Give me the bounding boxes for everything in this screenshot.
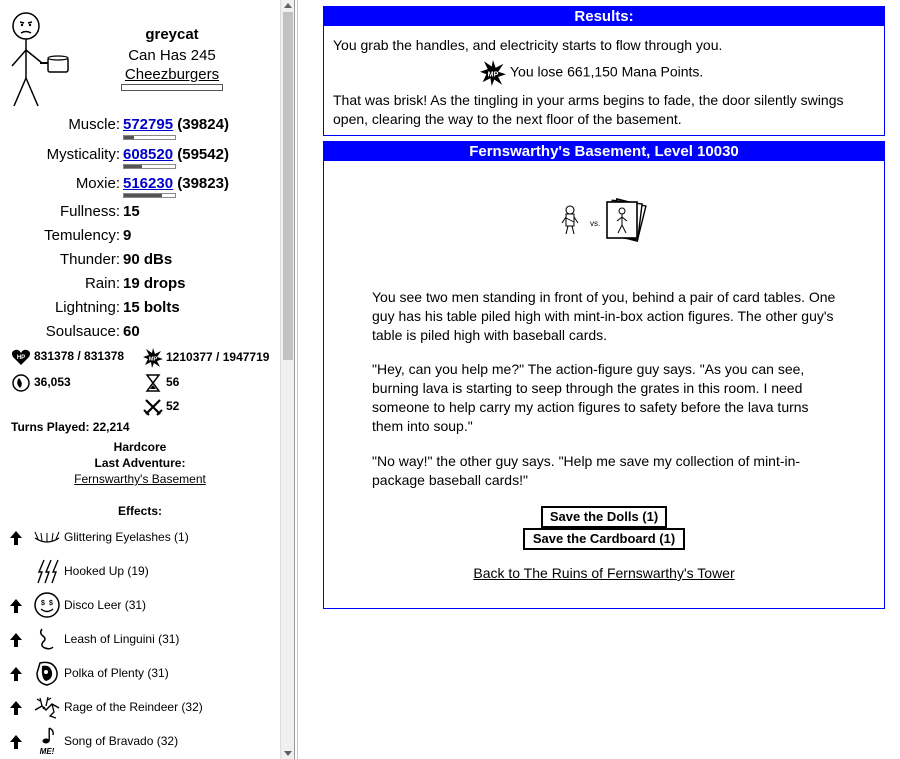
upgrade-arrow-icon[interactable] [10,735,22,749]
disco-leer-icon [32,590,62,620]
stat-value: 15 bolts [123,299,180,316]
meat-display [11,374,71,392]
stat-label: Thunder: [59,251,120,268]
stat-value: 15 [123,203,140,220]
stat-moxie [0,175,280,195]
hp-value: 831378 / 831378 [34,349,125,364]
upgrade-arrow-icon[interactable] [10,701,22,715]
path-label: Hardcore [113,440,167,454]
effect-row [10,590,280,620]
adventures-display [143,374,179,392]
reindeer-icon [32,692,62,722]
upgrade-arrow-icon[interactable] [10,531,22,545]
charpane-scrollbar[interactable] [280,0,294,759]
effect-name[interactable]: Glittering Eyelashes (1) [64,530,189,544]
back-link-text[interactable]: Back to The Ruins of Fernswarthy's Tower [473,565,735,581]
mysticality-buffed-link[interactable]: 608520 [123,146,174,163]
last-adventure-link[interactable] [0,472,280,486]
character-title [100,46,244,84]
stat-muscle [0,116,280,136]
encounter-text-3: "No way!" the other guy says. "Help me save my collection of mint-in-package baseball cards!" [372,453,801,488]
heart-hp-icon [11,348,31,366]
scroll-up-arrow-icon[interactable] [284,3,292,8]
pvp-value: 52 [166,399,180,414]
moxie-progress-bar [123,193,176,198]
character-name[interactable]: greycat [145,26,199,43]
character-pane [0,0,280,759]
stat-lightning [0,299,280,319]
adventure-title: Fernswarthy's Basement, Level 10030 [324,142,884,161]
mp-burst-icon [143,348,163,368]
save-dolls-button[interactable]: Save the Dolls (1) [541,506,667,528]
stat-soulsauce [0,323,280,343]
upgrade-arrow-icon[interactable] [10,599,22,613]
effect-name[interactable]: Leash of Linguini (31) [64,632,180,646]
stat-label: Mysticality: [46,146,120,163]
stat-label: Fullness: [59,203,120,220]
mp-display[interactable] [143,348,269,368]
effect-name[interactable]: Polka of Plenty (31) [64,666,169,680]
effect-row [10,556,280,586]
turns-played: Turns Played: 22,214 [11,420,130,434]
hourglass-icon [143,374,163,392]
mp-loss-text: You lose 661,150 Mana Points. [510,63,704,80]
svg-text:HP: HP [16,355,26,361]
moxie-buffed-link[interactable]: 516230 [123,175,174,192]
stat-label: Rain: [84,275,120,292]
stat-value: 90 dBs [123,251,173,268]
adventure-box [323,141,885,609]
stat-value [123,116,229,133]
stat-mysticality [0,146,280,166]
lightning-icon [32,556,62,586]
stat-value [123,146,229,163]
stat-temulency [0,227,280,247]
stat-label: Temulency: [44,227,120,244]
pvp-display [143,398,179,416]
meat-icon [11,374,31,392]
svg-text:ME!: ME! [39,747,55,756]
effect-name[interactable]: Song of Bravado (32) [64,734,179,748]
svg-text:$: $ [41,600,45,607]
results-title: Results: [324,7,884,26]
stat-thunder [0,251,280,271]
scrollbar-thumb[interactable] [283,12,293,360]
avatar[interactable] [6,8,78,110]
effect-row [10,658,280,688]
stat-fullness [0,203,280,223]
muscle-buffed-link[interactable]: 572795 [123,116,174,133]
effect-row [10,624,280,654]
stat-value: 9 [123,227,132,244]
title-suffix-link[interactable]: Cheezburgers [124,66,220,83]
title-prefix: Can Has 245 [128,47,216,64]
stat-value: 60 [123,323,140,340]
stat-label: Lightning: [54,299,120,316]
linguini-icon [32,624,62,654]
mysticality-progress-bar [123,164,176,169]
back-to-tower-link[interactable] [324,565,884,581]
music-note-icon [32,726,62,756]
save-cardboard-button[interactable]: Save the Cardboard (1) [523,528,685,550]
stat-rain [0,275,280,295]
muscle-progress-bar [123,135,176,140]
hp-display[interactable] [11,348,124,366]
mp-value: 1210377 / 1947719 [166,350,270,365]
stat-label: Soulsauce: [45,323,120,340]
svg-text:vs.: vs. [590,219,601,228]
mysticality-base: (59542) [177,146,229,163]
effect-name[interactable]: Rage of the Reindeer (32) [64,700,203,714]
upgrade-arrow-icon[interactable] [10,667,22,681]
moxie-base: (39823) [177,175,229,192]
effect-row [10,692,280,722]
svg-text:$: $ [49,600,53,607]
svg-text:MP: MP [487,70,499,79]
scroll-down-arrow-icon[interactable] [284,751,292,756]
polka-icon [32,658,62,688]
results-text-2: That was brisk! As the tingling in your arms begins to fade, the door silently swings open, clearing the way to the next floor of the basement. [333,92,844,127]
upgrade-arrow-icon[interactable] [10,633,22,647]
effects-title: Effects: [117,504,162,518]
stat-value [123,175,229,192]
stat-label: Muscle: [68,116,120,133]
effect-name[interactable]: Hooked Up (19) [64,564,149,578]
effect-row [10,522,280,552]
last-adventure-label: Last Adventure: [94,456,186,470]
encounter-image [560,196,656,246]
stat-value: 19 drops [123,275,186,292]
mp-burst-icon [480,60,506,86]
eyelash-icon [32,522,62,552]
effect-row [10,726,280,756]
adventures-value: 56 [166,375,180,390]
muscle-base: (39824) [177,116,229,133]
stat-label: Moxie: [75,175,120,192]
results-box [323,6,885,136]
results-text: You grab the handles, and electricity starts to flow through you. [333,37,723,53]
encounter-text-2: "Hey, can you help me?" The action-figure guy says. "As you can see, burning lava is starting to seep through the grates in this room. I need someone to help carry my action figures to safety before the lava turns them into soup." [372,361,809,434]
last-adventure-link-text[interactable]: Fernswarthy's Basement [74,472,206,486]
crossed-swords-icon [143,398,163,416]
effect-name[interactable]: Disco Leer (31) [64,598,147,612]
level-progress-bar [121,84,223,91]
svg-text:MP: MP [148,356,158,363]
frame-divider[interactable] [294,0,300,759]
meat-value: 36,053 [34,375,71,390]
mp-loss-line [480,60,703,86]
encounter-text-1: You see two men standing in front of you, behind a pair of card tables. One guy has his table piled high with mint-in-box action figures. The other guy's table is piled high with baseball cards. [372,289,836,343]
